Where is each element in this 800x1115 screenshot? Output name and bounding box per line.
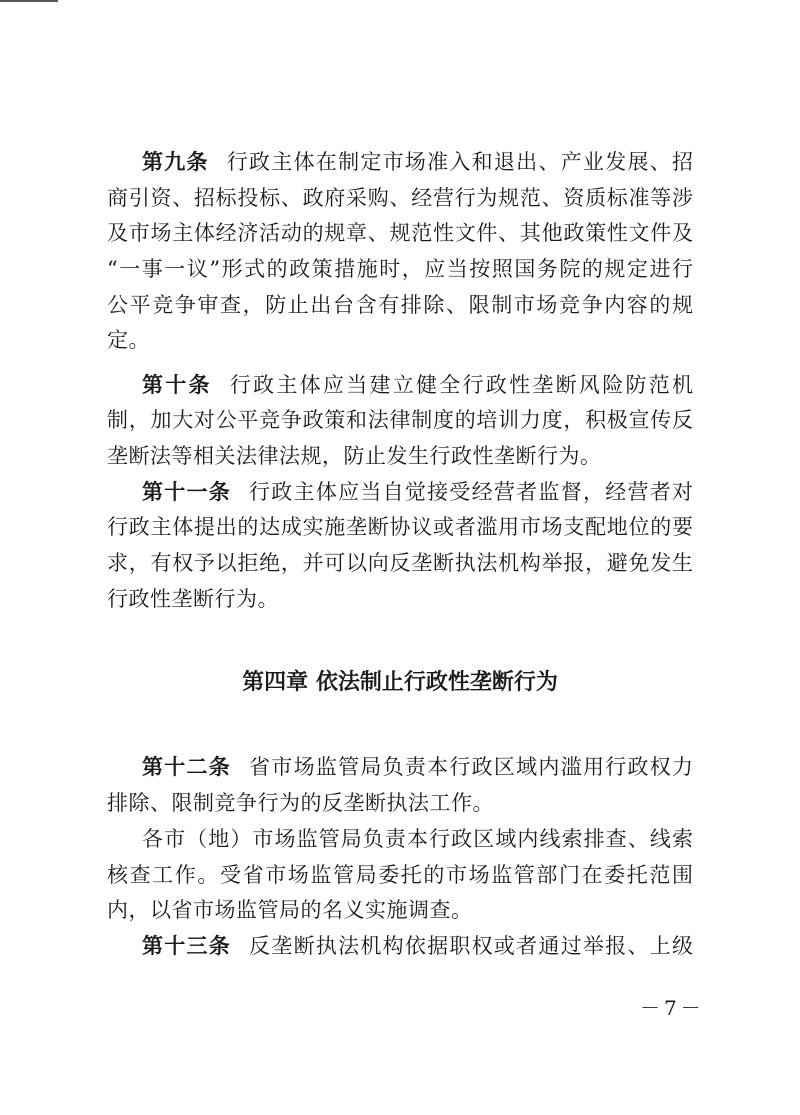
article-label: 第十条 [142, 373, 212, 397]
article-11-line: 求，有权予以拒绝，并可以向反垄断执法机构举报，避免发生 [107, 551, 693, 575]
article-label: 第十二条 [142, 755, 232, 779]
article-9-line: “一事一议”形式的政策措施时，应当按照国务院的规定进行 [107, 257, 693, 281]
article-label: 第十三条 [142, 934, 232, 958]
article-11-line: 行政主体提出的达成实施垄断协议或者滥用市场支配地位的要 [107, 515, 693, 539]
article-12-para2-line: 各市（地）市场监管局负责本行政区域内线索排查、线索 [142, 827, 693, 851]
article-10-line-1 [142, 367, 693, 403]
text: 行政主体应当建立健全行政性垄断风险防范机 [229, 373, 694, 397]
article-label: 第九条 [142, 150, 209, 174]
text: 省市场监管局负责本行政区域内滥用行政权力 [249, 755, 694, 779]
text: 反垄断执法机构依据职权或者通过举报、上级 [249, 934, 694, 958]
article-10-line: 垄断法等相关法律法规，防止发生行政性垄断行为。 [107, 444, 602, 468]
article-9-line-1 [142, 144, 693, 180]
article-13-line-1 [142, 928, 693, 964]
article-9-line: 公平竞争审查，防止出台含有排除、限制市场竞争内容的规 [107, 293, 693, 317]
article-12-line-1 [142, 749, 693, 785]
article-9-line: 及市场主体经济活动的规章、规范性文件、其他政策性文件及 [107, 221, 693, 245]
article-12-line: 排除、限制竞争行为的反垄断执法工作。 [107, 791, 494, 815]
text: 行政主体在制定市场准入和退出、产业发展、招 [226, 150, 694, 174]
article-11-line: 行政性垄断行为。 [107, 587, 279, 611]
chapter-heading: 第四章 依法制止行政性垄断行为 [242, 670, 558, 695]
article-12-para2-line: 核查工作。受省市场监管局委托的市场监管部门在委托范围 [107, 863, 693, 887]
article-label: 第十一条 [142, 480, 232, 504]
article-9-line: 商引资、招标投标、政府采购、经营行为规范、资质标准等涉 [107, 186, 693, 210]
article-9-line: 定。 [107, 328, 150, 352]
article-10-line: 制，加大对公平竞争政策和法律制度的培训力度，积极宣传反 [107, 408, 693, 432]
scan-edge-mark [0, 0, 58, 2]
text: 行政主体应当自觉接受经营者监督，经营者对 [249, 480, 694, 504]
page-number: －7－ [640, 996, 705, 1020]
article-12-para2-line: 内，以省市场监管局的名义实施调查。 [107, 898, 473, 922]
article-11-line-1 [142, 474, 693, 510]
